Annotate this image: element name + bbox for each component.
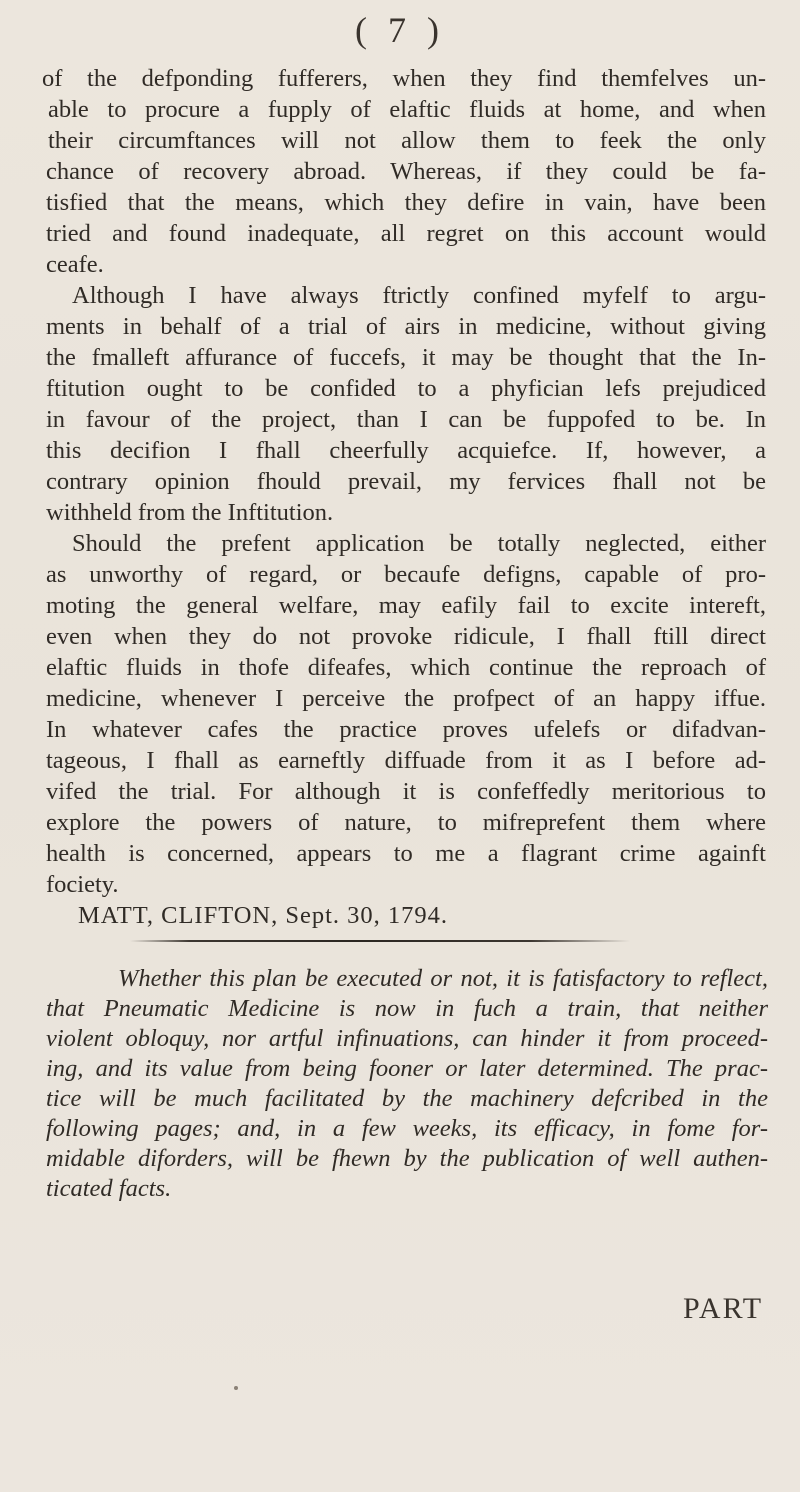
- text-line: chance of recovery abroad. Whereas, if they could be fa-: [46, 158, 766, 185]
- text-line: In whatever cafes the practice proves ufelefs or difadvan-: [46, 716, 766, 743]
- text-line: health is concerned, appears to me a flagrant crime againft: [46, 840, 766, 867]
- text-line: moting the general welfare, may eafily fail to excite intereft,: [46, 592, 766, 619]
- italic-line: midable diforders, will be fhewn by the publication of well authen-: [46, 1145, 768, 1172]
- page-number: ( 7 ): [355, 10, 445, 50]
- text-line: withheld from the Inftitution.: [46, 499, 334, 526]
- text-line: Although I have always ftrictly confined myfelf to argu-: [72, 282, 766, 309]
- italic-line: tice will be much facilitated by the machinery defcribed in the: [46, 1085, 768, 1112]
- text-line: able to procure a fupply of elaftic fluids at home, and when: [48, 96, 766, 123]
- text-line: ceafe.: [46, 251, 104, 278]
- italic-line: Whether this plan be executed or not, it is fatisfactory to reflect,: [118, 965, 768, 992]
- text-line: ftitution ought to be confided to a phyfician lefs prejudiced: [46, 375, 766, 402]
- text-line: ments in behalf of a trial of airs in medicine, without giving: [46, 313, 766, 340]
- text-line: contrary opinion fhould prevail, my fervices fhall not be: [46, 468, 766, 495]
- catchword: PART: [683, 1292, 764, 1325]
- text-line: explore the powers of nature, to mifreprefent them where: [46, 809, 766, 836]
- italic-line: ing, and its value from being fooner or later determined. The prac-: [46, 1055, 768, 1082]
- italic-line: violent obloquy, nor artful infinuations, can hinder it from proceed-: [46, 1025, 768, 1052]
- section-divider: [130, 940, 630, 942]
- signature-line: MATT, CLIFTON, Sept. 30, 1794.: [78, 902, 449, 929]
- text-line: even when they do not provoke ridicule, I fhall ftill direct: [46, 623, 766, 650]
- italic-line: that Pneumatic Medicine is now in fuch a train, that neither: [46, 995, 768, 1022]
- text-line: Should the prefent application be totally neglected, either: [72, 530, 766, 557]
- text-line: in favour of the project, than I can be fuppofed to be. In: [46, 406, 766, 433]
- italic-line: ticated facts.: [46, 1175, 172, 1202]
- text-line: as unworthy of regard, or becaufe defigns, capable of pro-: [46, 561, 766, 588]
- text-line: of the defponding fufferers, when they find themfelves un-: [42, 65, 766, 92]
- text-line: medicine, whenever I perceive the profpect of an happy iffue.: [46, 685, 766, 712]
- text-line: tageous, I fhall as earneftly diffuade from it as I before ad-: [46, 747, 766, 774]
- text-line: tried and found inadequate, all regret on this account would: [46, 220, 766, 247]
- text-line: the fmalleft affurance of fuccefs, it may be thought that the In-: [46, 344, 766, 371]
- text-line: tisfied that the means, which they defire in vain, have been: [46, 189, 766, 216]
- text-line: their circumftances will not allow them to feek the only: [48, 127, 766, 154]
- text-line: this decifion I fhall cheerfully acquiefce. If, however, a: [46, 437, 766, 464]
- paper-speck: [234, 1386, 238, 1390]
- text-line: fociety.: [46, 871, 119, 898]
- italic-line: following pages; and, in a few weeks, its efficacy, in fome for-: [46, 1115, 768, 1142]
- text-line: elaftic fluids in thofe difeafes, which continue the reproach of: [46, 654, 766, 681]
- text-line: vifed the trial. For although it is confeffedly meritorious to: [46, 778, 766, 805]
